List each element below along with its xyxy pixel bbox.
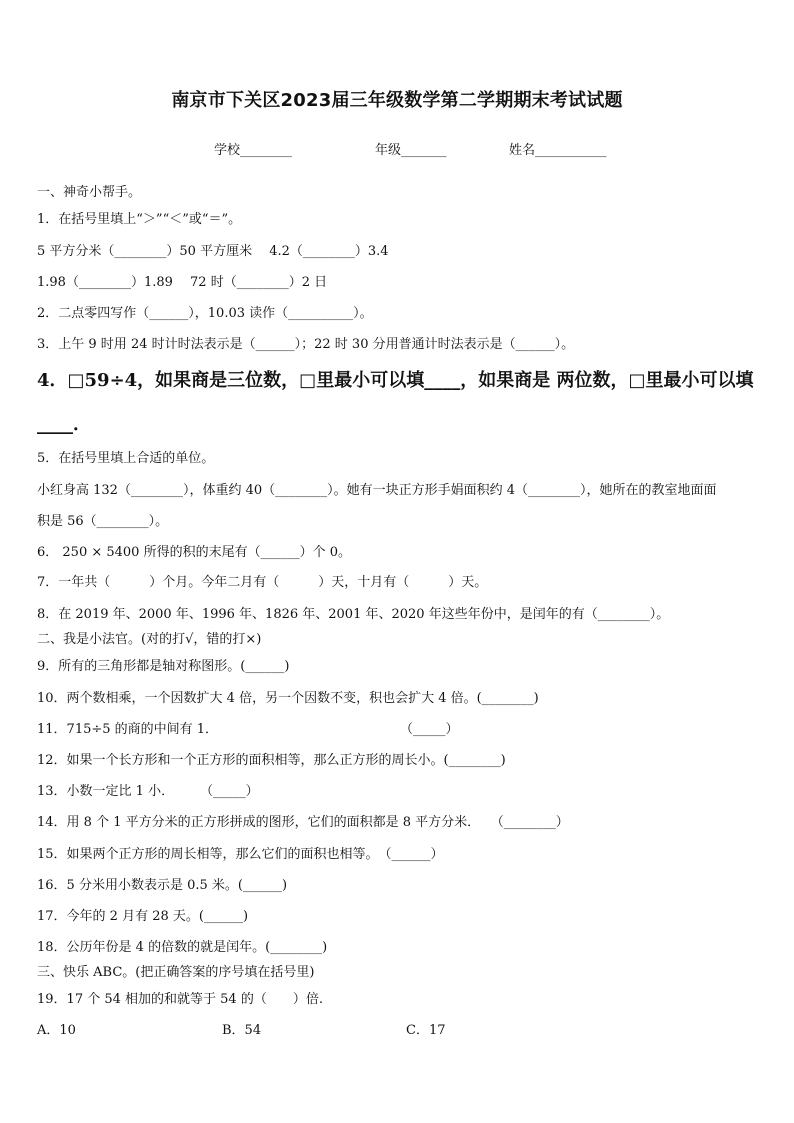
question-1-row-2: 1.98（________）1.89 72 时（________）2 日: [37, 275, 328, 290]
question-6: 6． 250 × 5400 所得的积的末尾有（______）个 0。: [37, 545, 351, 560]
name-field: 姓名___________: [509, 143, 607, 158]
school-field: 学校________: [214, 143, 293, 158]
question-9: 9．所有的三角形都是轴对称图形。(______): [37, 659, 290, 674]
page-title: 南京市下关区2023届三年级数学第二学期期末考试试题: [171, 90, 623, 111]
question-15: 15．如果两个正方形的周长相等，那么它们的面积也相等。 （______）: [37, 847, 444, 862]
question-19: 19．17 个 54 相加的和就等于 54 的（ ）倍.: [37, 992, 323, 1007]
question-4: 4．□59÷4，如果商是三位数，□里最小可以填____，如果商是 两位数，□里最小可以填: [37, 370, 754, 391]
question-5-line-2: 积是 56（________）。: [37, 514, 169, 529]
question-3: 3．上午 9 时用 24 时计时法表示是（______）；22 时 30 分用普通计时法表示是（______）。: [37, 337, 575, 352]
section-1-heading: 一、神奇小帮手。: [37, 185, 142, 200]
section-2-heading: 二、我是小法官。(对的打√，错的打×): [37, 632, 262, 647]
question-8: 8．在 2019 年、2000 年、1996 年、1826 年、2001 年、2020 年这些年份中，是闰年的有（________）。: [37, 607, 670, 622]
option-a: A．10: [37, 1023, 76, 1038]
question-4-continued: ____．: [37, 414, 91, 435]
question-1: 1．在括号里填上“＞”“＜”或“＝”。: [37, 212, 242, 227]
question-14: 14．用 8 个 1 平方分米的正方形拼成的图形，它们的面积都是 8 平方分米． （________）: [37, 815, 569, 830]
question-2: 2．二点零四写作（______），10.03 读作（__________）。: [37, 306, 373, 321]
option-c: C．17: [406, 1023, 446, 1038]
question-5: 5．在括号里填上合适的单位。: [37, 451, 215, 466]
grade-field: 年级_______: [375, 143, 447, 158]
question-13: 13．小数一定比 1 小． （_____）: [37, 784, 259, 799]
section-3-heading: 三、快乐 ABC。(把正确答案的序号填在括号里): [37, 965, 315, 980]
question-5-line-1: 小红身高 132（________），体重约 40（________）。她有一块正方形手娟面积约 4（________），她所在的教室地面面: [37, 483, 717, 498]
question-12: 12．如果一个长方形和一个正方形的面积相等，那么正方形的周长小。(________): [37, 753, 506, 768]
question-18: 18．公历年份是 4 的倍数的就是闰年。(________): [37, 940, 328, 955]
question-10: 10．两个数相乘，一个因数扩大 4 倍，另一个因数不变，积也会扩大 4 倍。(________): [37, 691, 539, 706]
question-11: 11．715÷5 的商的中间有 1． （_____）: [37, 722, 459, 737]
question-1-row-1: 5 平方分米（________）50 平方厘米 4.2（________）3.4: [37, 244, 389, 259]
option-b: B．54: [222, 1023, 262, 1038]
question-16: 16．5 分米用小数表示是 0.5 米。(______): [37, 878, 288, 893]
question-17: 17．今年的 2 月有 28 天。(______): [37, 909, 249, 924]
question-7: 7．一年共（ ）个月。今年二月有（ ）天，十月有（ ）天。: [37, 575, 488, 590]
